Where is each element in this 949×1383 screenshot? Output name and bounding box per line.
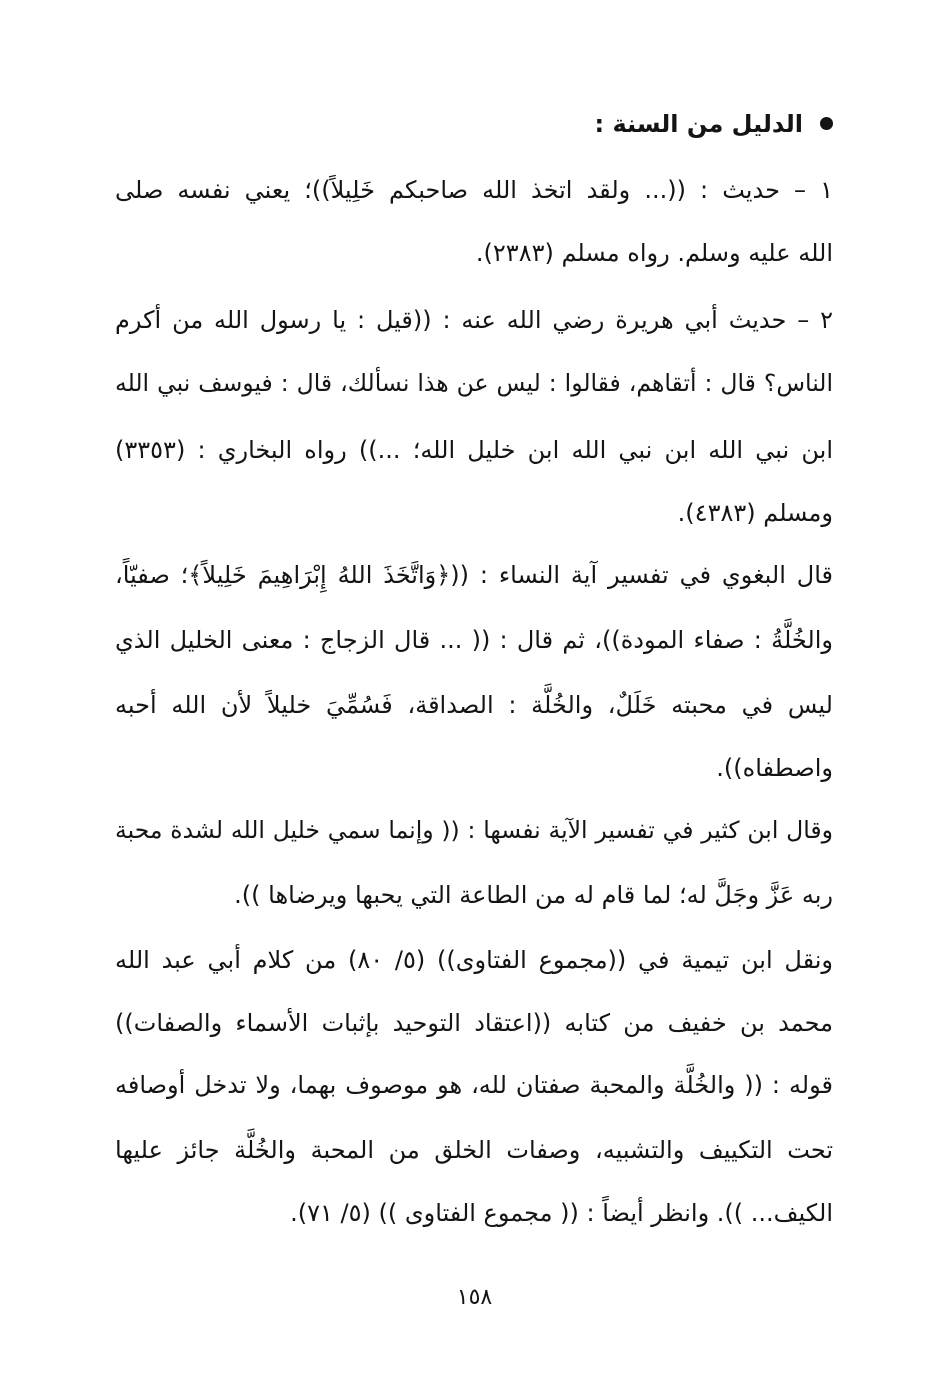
text-line-13: ونقل ابن تيمية في ((مجموع الفتاوى)) (٥/ ٨٠) من كلام أبي عبد الله [115, 946, 833, 974]
section-heading: الدليل من السنة : [594, 110, 803, 138]
bullet-icon [820, 117, 833, 130]
text-line-6: ومسلم (٤٣٨٣). [677, 499, 833, 527]
page-number: ١٥٨ [456, 1285, 493, 1310]
text-line-16: تحت التكييف والتشبيه، وصفات الخلق من المحبة والخُلَّة جائز عليها [115, 1136, 833, 1164]
text-line-14: محمد بن خفيف من كتابه ((اعتقاد التوحيد بإثبات الأسماء والصفات)) [115, 1009, 833, 1037]
text-line-2: الله عليه وسلم. رواه مسلم (٢٣٨٣). [475, 239, 833, 267]
text-line-15: قوله : (( والخُلَّة والمحبة صفتان لله، هو موصوف بهما، ولا تدخل أوصافه [115, 1071, 833, 1099]
text-line-17: الكيف... )). وانظر أيضاً : (( مجموع الفتاوى )) (٥/ ٧١). [290, 1199, 833, 1227]
text-line-4: الناس؟ قال : أتقاهم، فقالوا : ليس عن هذا نسألك، قال : فيوسف نبي الله [115, 369, 833, 397]
text-line-8: والخُلَّةُ : صفاء المودة))، ثم قال : (( ... قال الزجاج : معنى الخليل الذي [115, 626, 833, 654]
text-line-10: واصطفاه)). [716, 754, 833, 782]
text-line-7: قال البغوي في تفسير آية النساء : ((﴿وَاتَّخَذَ اللهُ إِبْرَاهِيمَ خَلِيلاً﴾؛ صفيّاً، [115, 561, 833, 589]
text-line-9: ليس في محبته خَلَلٌ، والخُلَّة : الصداقة، فَسُمِّيَ خليلاً لأن الله أحبه [115, 691, 833, 719]
text-line-3: ٢ – حديث أبي هريرة رضي الله عنه : ((قيل : يا رسول الله من أكرم [115, 306, 833, 334]
text-line-11: وقال ابن كثير في تفسير الآية نفسها : (( وإنما سمي خليل الله لشدة محبة [115, 816, 833, 844]
text-line-12: ربه عَزَّ وجَلَّ له؛ لما قام له من الطاعة التي يحبها ويرضاها )). [234, 881, 833, 909]
text-line-1: ١ – حديث : ((... ولقد اتخذ الله صاحبكم خَلِيلاً))؛ يعني نفسه صلى [115, 176, 833, 204]
text-line-5: ابن نبي الله ابن نبي الله ابن خليل الله؛ ...)) رواه البخاري : (٣٣٥٣) [115, 436, 833, 464]
